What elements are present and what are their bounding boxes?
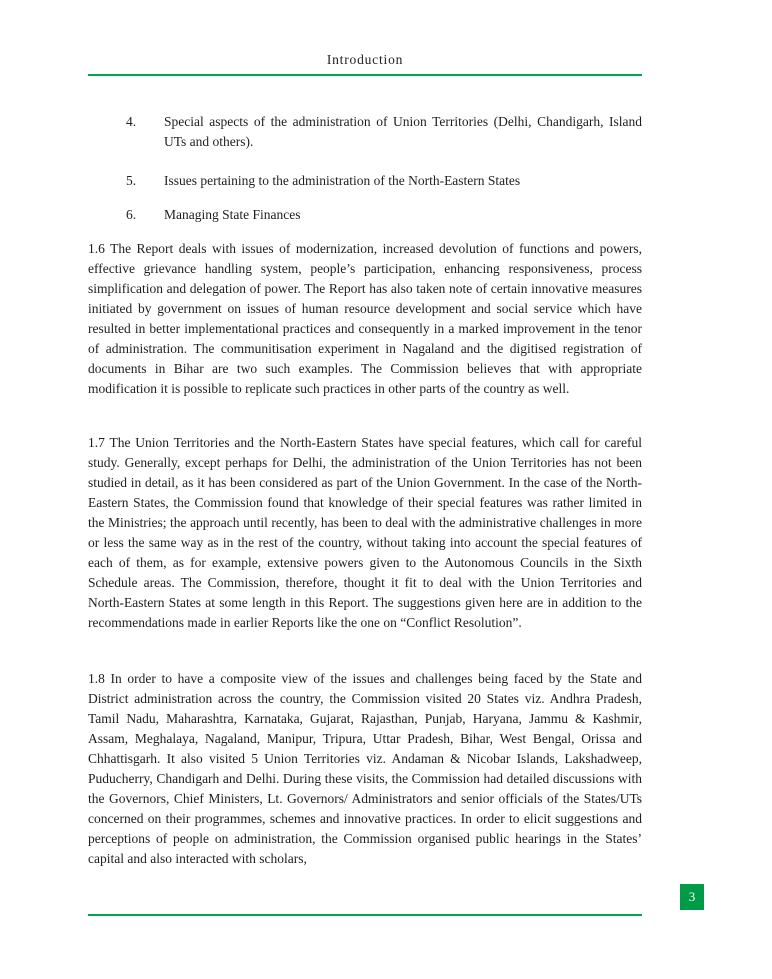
list-item-6 bbox=[88, 205, 642, 225]
list-item-number: 5. bbox=[126, 173, 137, 188]
paragraph-number: 1.8 bbox=[88, 671, 105, 686]
list-item-5 bbox=[88, 171, 642, 191]
list-item-number: 6. bbox=[126, 207, 137, 222]
paragraph-number: 1.6 bbox=[88, 241, 105, 256]
paragraph-1-7 bbox=[88, 433, 642, 633]
page-number: 3 bbox=[688, 889, 696, 904]
list-item-text: Special aspects of the administration of Union Territories (Delhi, Chandigarh, Island UTs and others). bbox=[164, 114, 642, 149]
page-number-badge bbox=[680, 884, 704, 910]
page-header-title: Introduction bbox=[326, 52, 404, 67]
footer-rule bbox=[88, 914, 642, 916]
list-item-text: Issues pertaining to the administration of the North-Eastern States bbox=[164, 173, 521, 188]
paragraph-text: The Report deals with issues of modernization, increased devolution of functions and powers, effective grievance handling system, people’s participation, enhancing responsiveness, process simplification and delegation of power. The Report has also taken note of certain innovative measures initiated by government on issues of human resource development and social service which have resulted in better implementational practices and consequently in a marked improvement in the tenor of administration. The communitisation experiment in Nagaland and the digitised registration of documents in Bihar are two such examples. The Commission believes that with appropriate modification it is possible to replicate such practices in other parts of the country as well. bbox=[88, 241, 642, 396]
list-item-number: 4. bbox=[126, 114, 137, 129]
paragraph-1-6 bbox=[88, 239, 642, 399]
paragraph-number: 1.7 bbox=[88, 435, 105, 450]
paragraph-text: The Union Territories and the North-Eastern States have special features, which call for careful study. Generally, except perhaps for Delhi, the administration of the Union Territories has not been studied in detail, as it has been considered as part of the Union Government. In the case of the North-Eastern States, the Commission found that knowledge of their special features was rather limited in the Ministries; the approach until recently, has been to deal with the administrative challenges in more or less the same way as in the rest of the country, without taking into account the special features of each of them, as for example, extensive powers given to the Autonomous Councils in the Sixth Schedule areas. The Commission, therefore, thought it fit to deal with the Union Territories and North-Eastern States at some length in this Report. The suggestions given here are in addition to the recommendations made in earlier Reports like the one on “Conflict Resolution”. bbox=[88, 435, 642, 630]
header-rule bbox=[88, 74, 642, 76]
paragraph-1-8 bbox=[88, 669, 642, 869]
paragraph-text: In order to have a composite view of the issues and challenges being faced by the State and District administration across the country, the Commission visited 20 States viz. Andhra Pradesh, Tamil Nadu, Maharashtra, Karnataka, Gujarat, Rajasthan, Punjab, Haryana, Jammu & Kashmir, Assam, Meghalaya, Nagaland, Manipur, Tripura, Uttar Pradesh, Bihar, West Bengal, Orissa and Chhattisgarh. It also visited 5 Union Territories viz. Andaman & Nicobar Islands, Lakshadweep, Puducherry, Chandigarh and Delhi. During these visits, the Commission had detailed discussions with the Governors, Chief Ministers, Lt. Governors/ Administrators and senior officials of the States/UTs concerned on their programmes, schemes and innovative practices. In order to elicit suggestions and perceptions of people on administration, the Commission organised public hearings in the States’ capital and also interacted with scholars, bbox=[88, 671, 642, 866]
list-item-4 bbox=[88, 112, 642, 152]
list-item-text: Managing State Finances bbox=[164, 207, 301, 222]
